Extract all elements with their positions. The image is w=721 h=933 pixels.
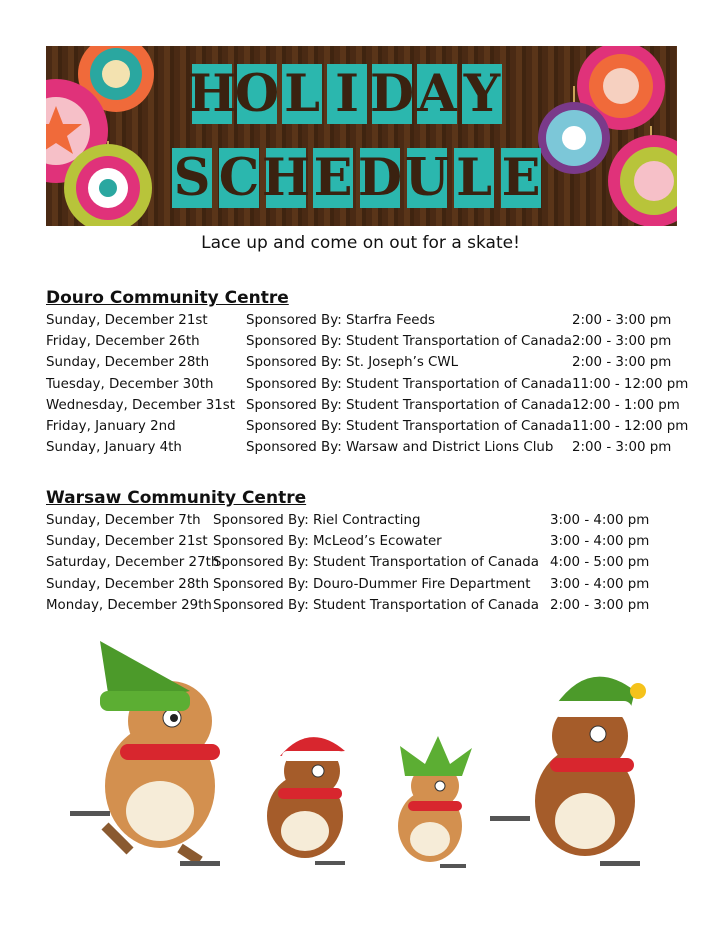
letter-tile-text: Y	[463, 63, 501, 124]
letter-tile-text: I	[335, 63, 359, 124]
schedule-sponsor: Sponsored By: St. Joseph’s CWL	[246, 355, 459, 371]
letter-tile-text: H	[187, 63, 237, 124]
schedule-time: 12:00 - 1:00 pm	[572, 397, 680, 413]
schedule-date: Friday, January 2nd	[46, 418, 176, 434]
schedule-time: 3:00 - 4:00 pm	[550, 534, 650, 550]
schedule-time: 2:00 - 3:00 pm	[572, 440, 672, 456]
letter-tile-text: A	[417, 63, 457, 124]
letter-tile-text: O	[234, 63, 280, 124]
beaver-icon	[267, 737, 345, 865]
letter-tile-text: L	[456, 147, 492, 208]
tagline: Lace up and come on out for a skate!	[201, 233, 520, 253]
schedule-date: Monday, December 29th	[46, 597, 212, 613]
letter-tile-text: L	[284, 63, 320, 124]
schedule-sponsor: Sponsored By: Student Transportation of Canada	[246, 397, 572, 413]
beaver-icon	[70, 641, 220, 866]
section-title-warsaw: Warsaw Community Centre	[46, 488, 307, 508]
schedule-date: Friday, December 26th	[46, 334, 200, 350]
schedule-time: 3:00 - 4:00 pm	[550, 576, 650, 592]
schedule-date: Sunday, December 21st	[46, 534, 208, 550]
letter-tile-text: C	[218, 147, 260, 208]
schedule-sponsor: Sponsored By: Starfra Feeds	[246, 313, 436, 328]
letter-tile-text: S	[173, 147, 211, 208]
holiday-banner	[46, 46, 677, 226]
schedule-sponsor: Sponsored By: McLeod’s Ecowater	[213, 534, 442, 550]
schedule-time: 2:00 - 3:00 pm	[550, 597, 650, 613]
schedule-time: 11:00 - 12:00 pm	[572, 418, 689, 434]
schedule-time: 2:00 - 3:00 pm	[572, 313, 672, 328]
letter-tile-text: H	[261, 147, 311, 208]
schedule-sponsor: Sponsored By: Warsaw and District Lions Club	[246, 440, 554, 456]
letter-tile-text: E	[501, 147, 541, 208]
schedule-date: Sunday, December 21st	[46, 313, 208, 328]
schedule-sponsor: Sponsored By: Student Transportation of Canada	[246, 418, 572, 434]
schedule-sponsor: Sponsored By: Riel Contracting	[213, 513, 421, 528]
schedule-sponsor: Sponsored By: Student Transportation of Canada	[246, 334, 572, 350]
schedule-date: Sunday, January 4th	[46, 440, 182, 456]
schedule-time: 4:00 - 5:00 pm	[550, 555, 650, 571]
schedule-date: Sunday, December 28th	[46, 355, 210, 371]
letter-tile-text: D	[357, 147, 403, 208]
schedule-sponsor: Sponsored By: Student Transportation of Canada	[213, 597, 539, 613]
letter-tile-text: E	[313, 147, 353, 208]
schedule-date: Wednesday, December 31st	[46, 397, 235, 413]
letter-tile-text: D	[369, 63, 415, 124]
schedule-date: Saturday, December 27th	[46, 555, 220, 571]
schedule-time: 2:00 - 3:00 pm	[572, 355, 672, 371]
schedule-date: Tuesday, December 30th	[46, 376, 214, 392]
section-title-douro: Douro Community Centre	[46, 288, 289, 308]
schedule-date: Sunday, December 7th	[46, 513, 201, 528]
schedule-sponsor: Sponsored By: Douro-Dummer Fire Department	[213, 576, 531, 592]
schedule-date: Sunday, December 28th	[46, 576, 210, 592]
beaver-icon	[398, 736, 472, 868]
beaver-icon	[490, 677, 646, 866]
schedule-sponsor: Sponsored By: Student Transportation of Canada	[246, 376, 572, 392]
schedule-time: 11:00 - 12:00 pm	[572, 376, 689, 392]
banner-art	[46, 46, 677, 226]
skating-beavers-illustration	[60, 636, 660, 881]
letter-tile-text: U	[404, 147, 450, 208]
schedule-time: 2:00 - 3:00 pm	[572, 334, 672, 350]
schedule-time: 3:00 - 4:00 pm	[550, 513, 650, 528]
schedule-sponsor: Sponsored By: Student Transportation of Canada	[213, 555, 539, 571]
ornament-icon	[608, 126, 677, 226]
